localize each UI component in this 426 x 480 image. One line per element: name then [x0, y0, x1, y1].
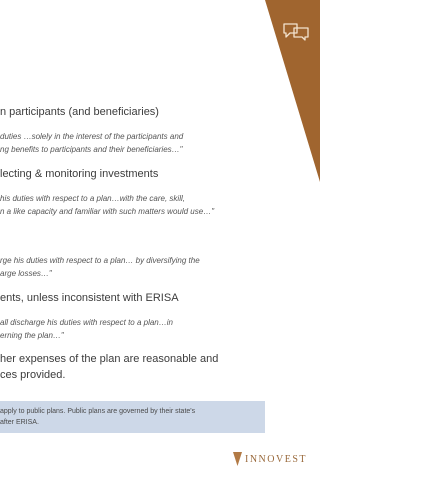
- section-quote-line: duties …solely in the interest of the participants and: [0, 132, 184, 141]
- section-heading-participants: n participants (and beneficiaries): [0, 106, 159, 118]
- section-heading-expenses-line2: ces provided.: [0, 369, 66, 381]
- section-heading-plan-documents: ents, unless inconsistent with ERISA: [0, 292, 179, 304]
- brand-logo: [233, 451, 307, 467]
- section-heading-investments: lecting & monitoring investments: [0, 168, 159, 180]
- triangle-logo-icon: [233, 452, 242, 466]
- public-plans-note: [0, 401, 265, 433]
- section-quote-line: erning the plan…": [0, 331, 64, 340]
- section-quote-line: all discharge his duties with respect to a plan…in: [0, 318, 173, 327]
- note-line: after ERISA.: [0, 419, 39, 426]
- note-line: apply to public plans. Public plans are governed by their state's: [0, 408, 196, 415]
- section-heading-expenses: her expenses of the plan are reasonable and: [0, 353, 219, 365]
- section-quote-line: n a like capacity and familiar with such matters would use…": [0, 207, 215, 216]
- section-quote-line: his duties with respect to a plan…with the care, skill,: [0, 194, 185, 203]
- brand-name: INNOVEST: [245, 453, 307, 465]
- section-quote-line: arge losses…": [0, 269, 52, 278]
- section-quote-line: rge his duties with respect to a plan… by diversifying the: [0, 256, 200, 265]
- chat-bubbles-icon: [282, 22, 310, 42]
- section-quote-line: ng benefits to participants and their beneficiaries…": [0, 145, 183, 154]
